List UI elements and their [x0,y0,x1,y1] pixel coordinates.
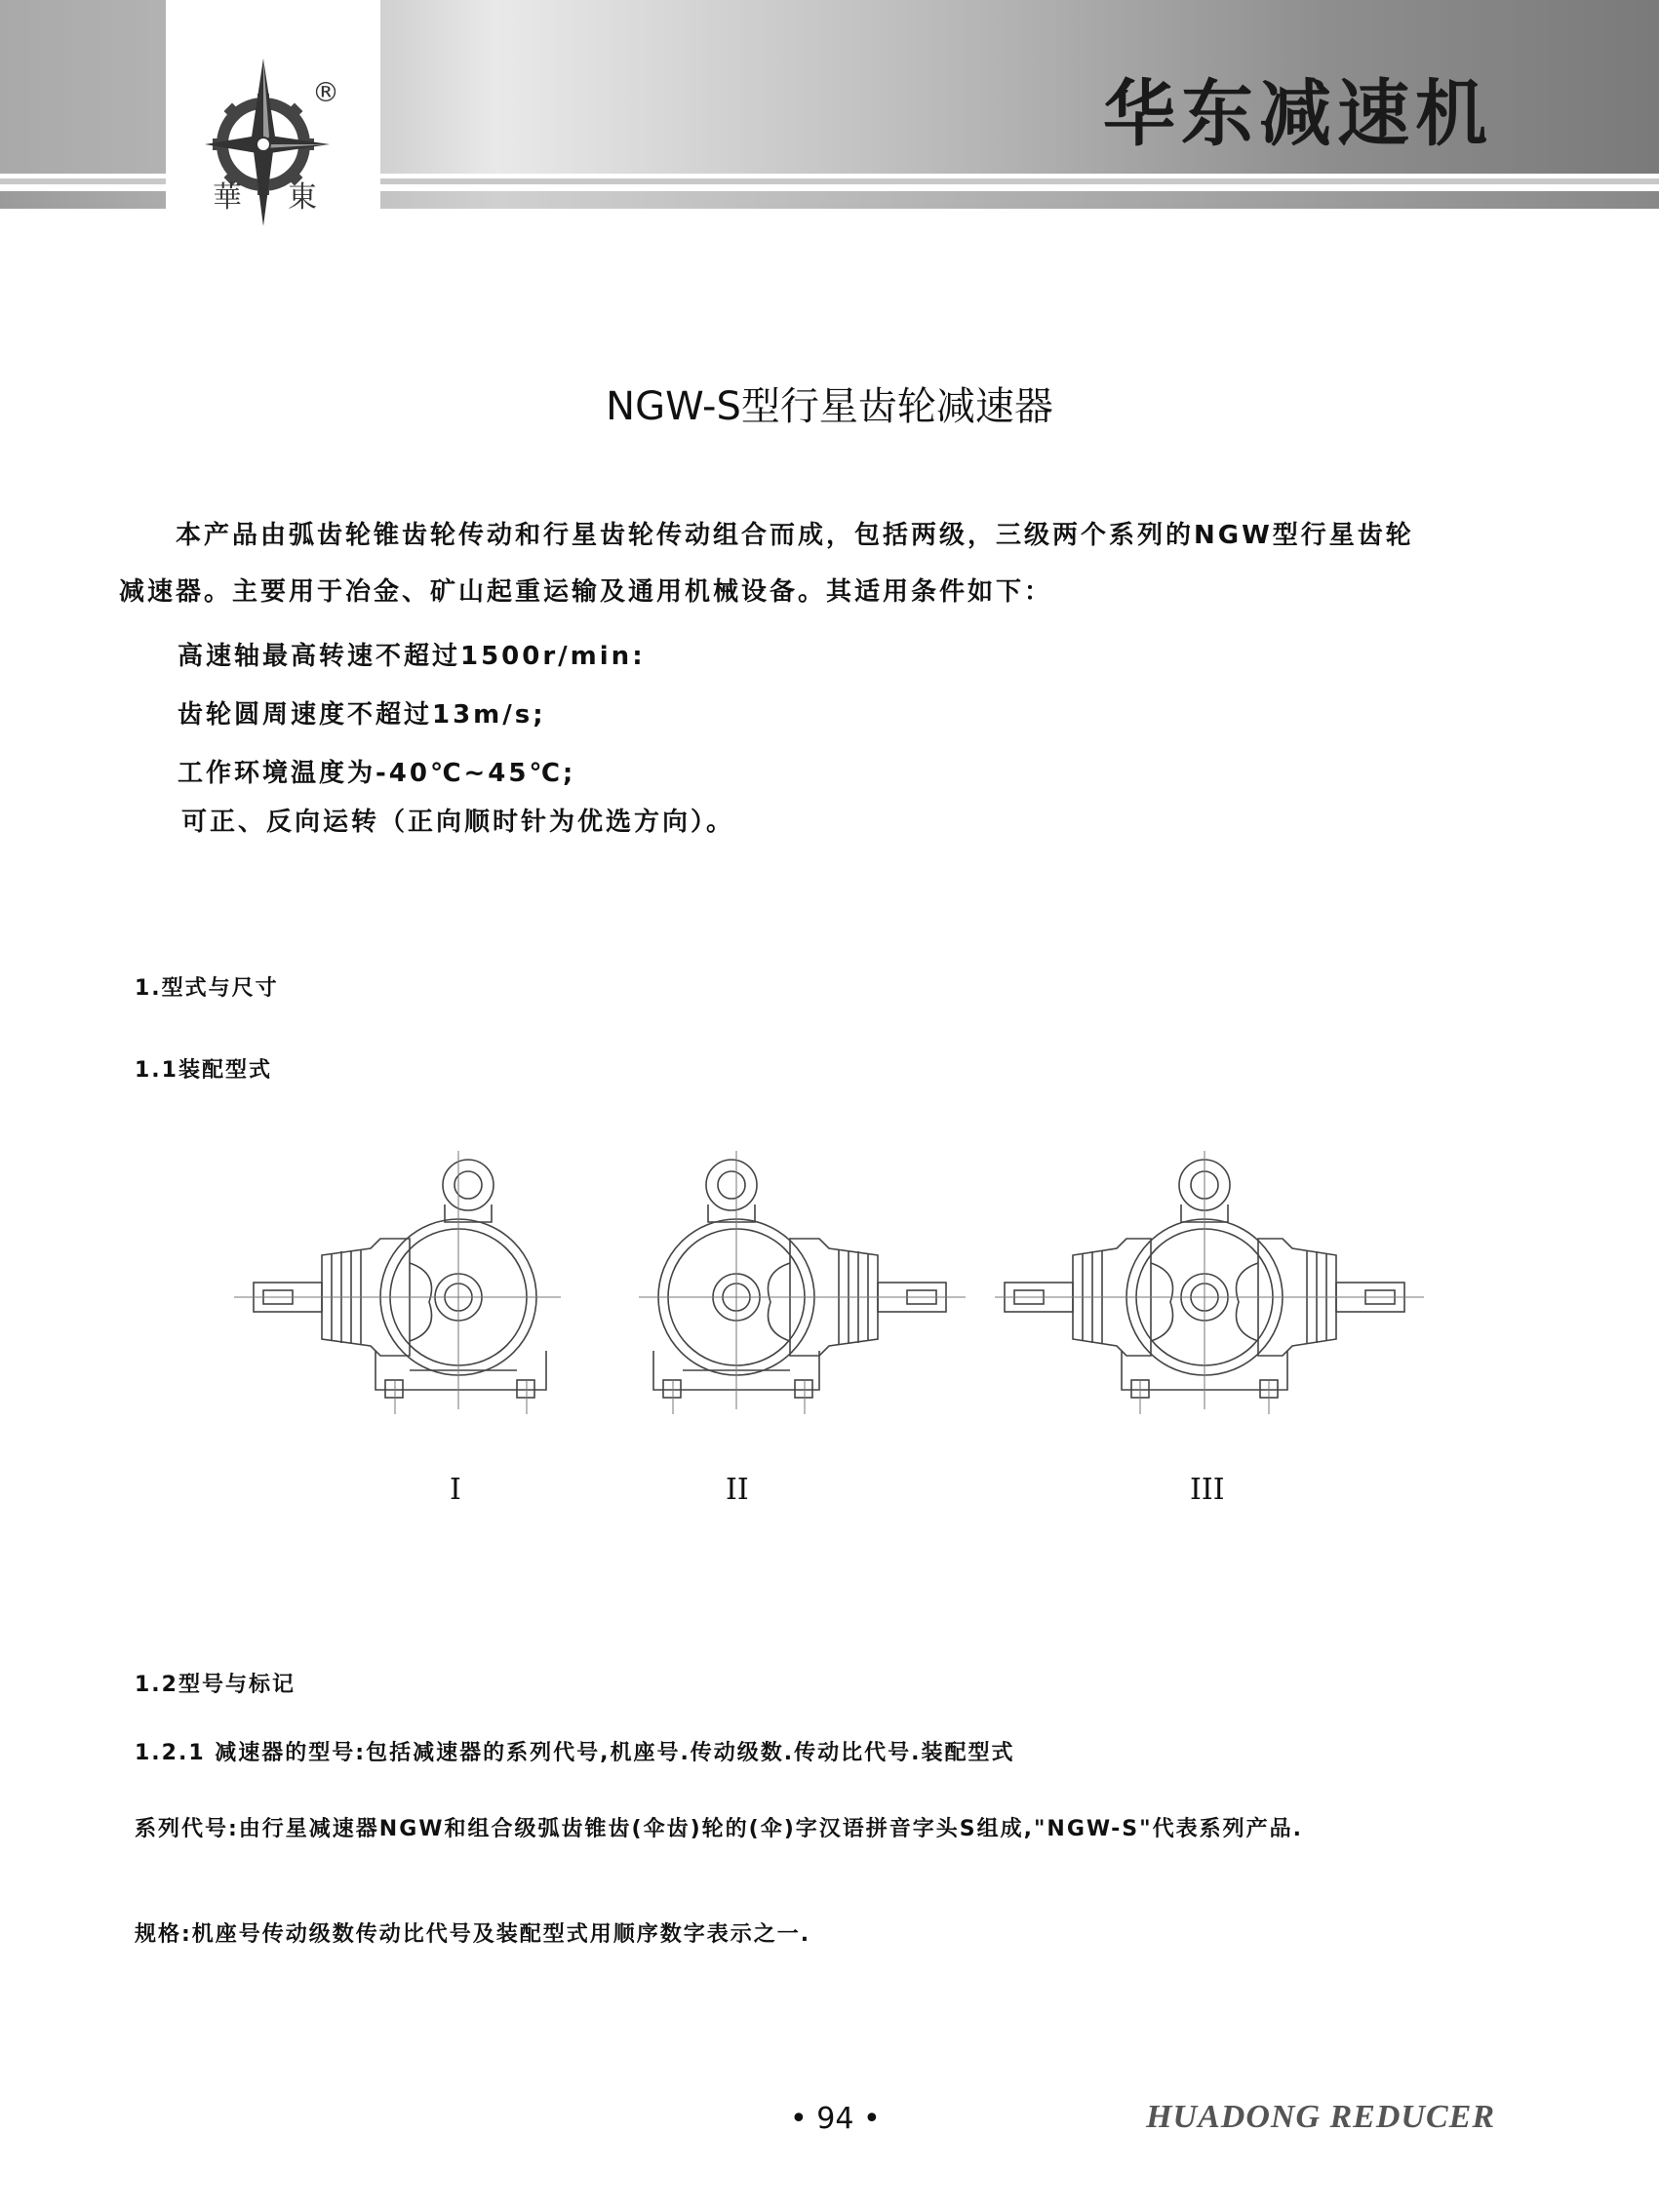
page-title: NGW-S型行星齿轮减速器 [606,384,1053,429]
series-code-text: 系列代号:由行星减速器NGW和组合级弧齿锥齿(伞齿)轮的(伞)字汉语拼音字头S组成,"NGW-S"代表系列产品. [135,1817,1303,1841]
section-1-heading: 1.型式与尺寸 [135,976,279,1001]
logo-char-right: 東 [288,180,317,215]
registered-mark: ® [312,76,339,108]
assembly-type-3-drawing [995,1146,1434,1419]
condition-rotation: 可正、反向运转（正向顺时针为优选方向）。 [181,808,735,837]
logo-char-left: 華 [213,180,242,215]
condition-speed: 高速轴最高转速不超过1500r/min: [178,642,646,671]
figure-label-1: I [450,1473,461,1507]
footer-brand: HUADONG REDUCER [1146,2099,1495,2135]
section-1-2-1-text: 1.2.1 减速器的型号:包括减速器的系列代号,机座号.传动级数.传动比代号.装配型式 [135,1741,1015,1765]
assembly-type-1-drawing [224,1146,575,1419]
figure-label-3: III [1190,1473,1225,1507]
condition-temperature: 工作环境温度为-40℃~45℃; [178,759,576,788]
logo [166,0,380,234]
intro-line-1: 本产品由弧齿轮锥齿轮传动和行星齿轮传动组合而成，包括两级，三级两个系列的NGW型行星齿轮 [176,521,1414,550]
brand-title: 华东减速机 [1103,72,1493,156]
section-1-1-heading: 1.1装配型式 [135,1058,272,1083]
figure-label-2: II [726,1473,749,1507]
section-1-2-heading: 1.2型号与标记 [135,1673,296,1697]
intro-line-2: 减速器。主要用于冶金、矿山起重运输及通用机械设备。其适用条件如下： [119,577,1053,607]
assembly-type-2-drawing [624,1146,975,1419]
page-number: • 94 • [790,2102,881,2136]
condition-velocity: 齿轮圆周速度不超过13m/s; [178,700,546,730]
spec-text: 规格:机座号传动级数传动比代号及装配型式用顺序数字表示之一. [135,1922,811,1947]
compass-gear-logo-icon [166,0,380,234]
